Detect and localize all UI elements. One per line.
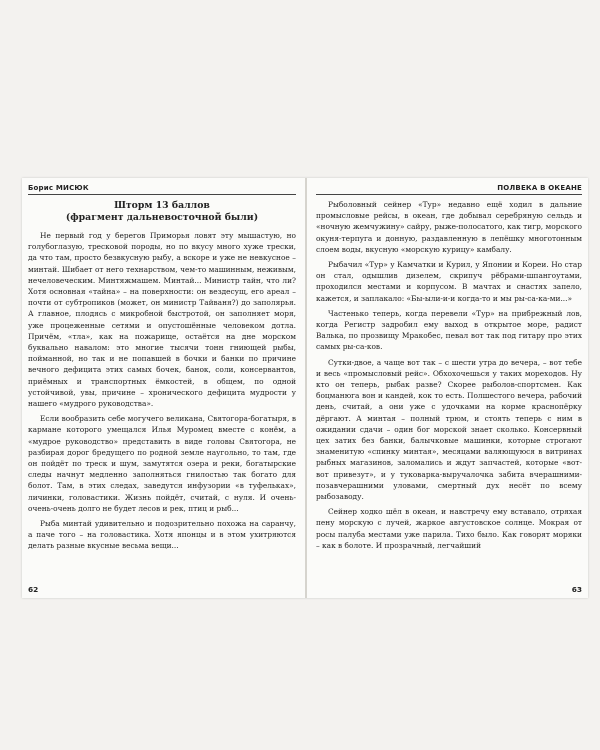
left-page xyxy=(28,178,296,598)
paragraph: Частенько теперь, когда перевели «Тур» на прибрежный лов, когда Регистр задробил ему выход в открытое море, радист Валька, по прозвищу Мракобес, певал вот так под гитару про этих самых ры-са-ков. xyxy=(316,308,582,352)
paragraph: Сейнер ходко шёл в океан, и навстречу ему вставало, отряхая пену морскую с лучей, жаркое августовское солнце. Мокрая от росы палуба местами уже парила. Тихо было. Как говорят моряки – как в болоте. И прозрачный, легчайший xyxy=(316,507,582,550)
right-page-body xyxy=(316,199,582,555)
chapter-title xyxy=(28,200,296,223)
chapter-title-line-2: (фрагмент дальневосточной были) xyxy=(65,211,259,223)
chapter-title-line-1: Шторм 13 баллов xyxy=(114,200,210,211)
page-number-right: 63 xyxy=(571,585,582,594)
paragraph: Рыболовный сейнер «Тур» недавно ещё ходил в дальние промысловые рейсы, в океан, где добывал серебряную сельдь и «ночную жемчужину» сайру, рыже-полосатого, как тигр, морского окуня-терпуга и донную, раздавленную в лепёшку многотонным слоем воды, вкусную «морскую курицу» камбалу. xyxy=(316,200,582,254)
paragraph: Если вообразить себе могучего великана, Святогора-богатыря, в кармане которого умещался Илья Муромец вместе с конём, а «мудрое руководство» представить в виде головы Святогора, не разбирая дорог бредущего по родной земле наугольно, то там, где он пойдёт по треск и шум, замутятся озера и реки, богатырские следы начнут медленно заполняться гнилостью так богато для болот. Там, в этих следах, заведутся инфузории «в туфельках», личинки, головастики. Жизнь пойдёт, считай, с нуля. И очень-очень-очень долго не будет лесов и рек, птиц и рыб... xyxy=(28,414,296,513)
paragraph: Рыбачил «Тур» у Камчатки и Курил, у Японии и Кореи. Но стар он стал, одышлив дизелем, скрипуч рёбрами-шпангоутами, проходился местами и корпусом. В мачтах и снастях запело, кажется, и заплакало: «Бы-ыли-и-и когда-то и мы ры-са-ка-ми...» xyxy=(316,260,582,303)
running-head-right xyxy=(316,181,582,195)
running-head-left xyxy=(28,181,296,195)
book-gutter xyxy=(305,178,307,598)
page-number-left: 62 xyxy=(28,585,39,594)
paragraph: Рыба минтай удивительно и подозрительно похожа на саранчу, а паче того – на головастика. Хотя японцы и в этом ухитряются делать разные вкусные весьма вещи... xyxy=(28,519,296,551)
paragraph: Сутки-двое, а чаще вот так – с шести утра до вечера, – вот тебе и весь «промысловый рейс». Обхохочешься у таких мореходов. Ну кто он теперь, рыбак разве? Скорее рыболов-спортсмен. Как боцманюга вон и кандей, кок то есть. Полшестого вечера, рабочий день, считай, а они уже с удочками на корме краснопёрку дёргают. А минтая – полный трюм, и стоять теперь с ним в ожидании сдачи – один бог морской знает сколько. Консервный цех затих без банки, балычковые машинки, которые строгают знаменитую «спинку минтая», месяцами валяющуюся в витринах рыбных магазинов, заломались и ждут запчастей, которые «вот-вот привезут», и у туковарка-выручалочка забита вчерашними-позавчерашними уловами, смертный дух несёт по всему рыбозаводу. xyxy=(316,357,582,502)
running-head-section: ПОЛВЕКА В ОКЕАНЕ xyxy=(497,184,582,192)
book-spread xyxy=(22,178,588,598)
running-head-author: Борис МИСЮК xyxy=(28,184,89,192)
paragraph: Не первый год у берегов Приморья ловят эту мышастую, но голубоглазую, тресковой породы, но по вкусу много хуже трески, да что там, просто безвкусную рыбу, а вскоре и уже не невкусное – минтай. Шибает от него технарством, чем-то машинным, неживым, нечеловеческим. Минтяжмашем. Минтай... Министр тайн, что ли? Хотя основная «тайна» – на поверхности: он вездесущ, его ареал – почти от субтропиков (может, он министр Тайваня?) до заполярья. А главное, плодясь с микробной быстротой, он заполняет моря, уже процеженные сетями и опустошённые человеком дотла. Причём, «тла», как на пожарище, остаётся на дне морском буквально навалом: это многие тысячи тонн гниющей рыбы, пойманной, но так и не попавшей в бочки и банки по причине вечного дефицита этих самых бочек, банок, соли, консервантов, приёмных и транспортных ёмкостей, в общем, по одной устойчивой, увы, причине – хронического дефицита мудрости у нашего «мудрого руководства». xyxy=(28,231,296,409)
left-page-body xyxy=(28,199,296,556)
right-page xyxy=(316,178,582,598)
